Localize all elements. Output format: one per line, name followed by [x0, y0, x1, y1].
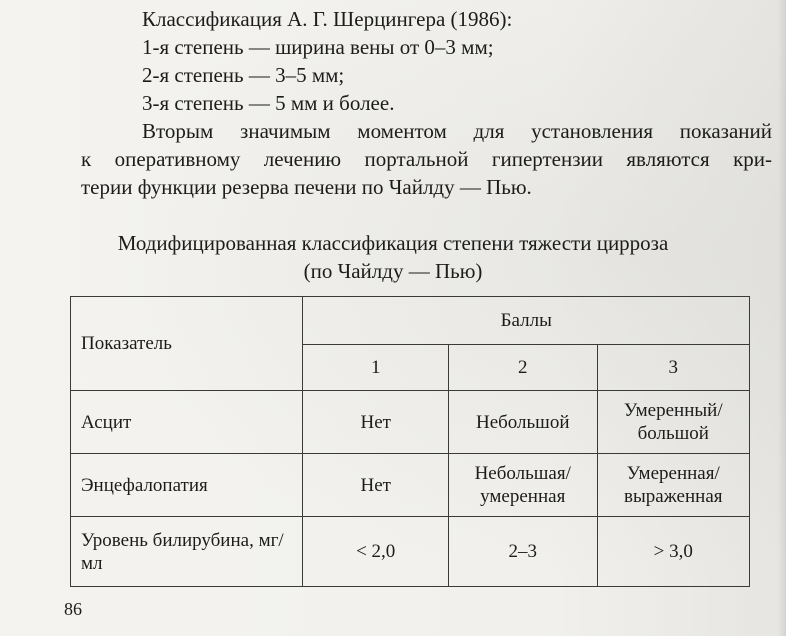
grade-header-3: 3	[597, 345, 750, 391]
row-value-text: Умеренный/ большой	[623, 400, 723, 444]
row-value: 2–3	[448, 517, 597, 587]
row-value	[597, 391, 750, 454]
child-pugh-table	[70, 296, 750, 587]
header-scores-cell	[303, 297, 750, 345]
row-name-text: Уровень билирубина, мг/мл	[81, 529, 284, 574]
grade-1-line: 1-я степень — ширина вены от 0–3 мм;	[142, 35, 494, 59]
page-number: 86	[64, 599, 82, 619]
table-row	[71, 454, 750, 517]
header-scores: Баллы	[500, 310, 552, 331]
row-value: Нет	[303, 454, 449, 517]
row-value-text: Небольшая/ умеренная	[474, 463, 571, 507]
row-value: < 2,0	[303, 517, 449, 587]
grade-header-2: 2	[448, 345, 597, 391]
grade-2-line: 2-я степень — 3–5 мм;	[142, 63, 345, 87]
table-caption-line-2: (по Чайлду — Пью)	[303, 259, 483, 283]
row-name: Асцит	[71, 391, 303, 454]
table-caption-line-1: Модифицированная классификация степени тяжести цирроза	[117, 231, 669, 255]
grade-3-line: 3-я степень — 5 мм и более.	[142, 91, 395, 115]
table-header-row	[71, 297, 750, 345]
grade-header-1: 1	[303, 345, 449, 391]
row-value	[597, 454, 750, 517]
row-name: Энцефалопатия	[71, 454, 303, 517]
header-indicator: Показатель	[81, 333, 172, 354]
row-value: Небольшой	[448, 391, 597, 454]
paragraph-line-3: терии функции резерва печени по Чайлду — Пью.	[81, 175, 532, 199]
page-edge-shadow	[778, 0, 786, 636]
row-value-text: Умеренная/ выраженная	[624, 463, 723, 507]
classification-title: Классификация А. Г. Шерцингера (1986):	[142, 7, 513, 31]
row-name	[71, 517, 303, 587]
table-row	[71, 391, 750, 454]
header-indicator-cell	[71, 297, 303, 391]
row-value: Нет	[303, 391, 449, 454]
table-row	[71, 517, 750, 587]
paragraph-line-1: Вторым значимым моментом для установления показаний	[142, 119, 772, 143]
row-value: > 3,0	[597, 517, 750, 587]
paragraph-line-2: к оперативному лечению портальной гипертензии являются кри-	[81, 147, 772, 171]
row-value	[448, 454, 597, 517]
